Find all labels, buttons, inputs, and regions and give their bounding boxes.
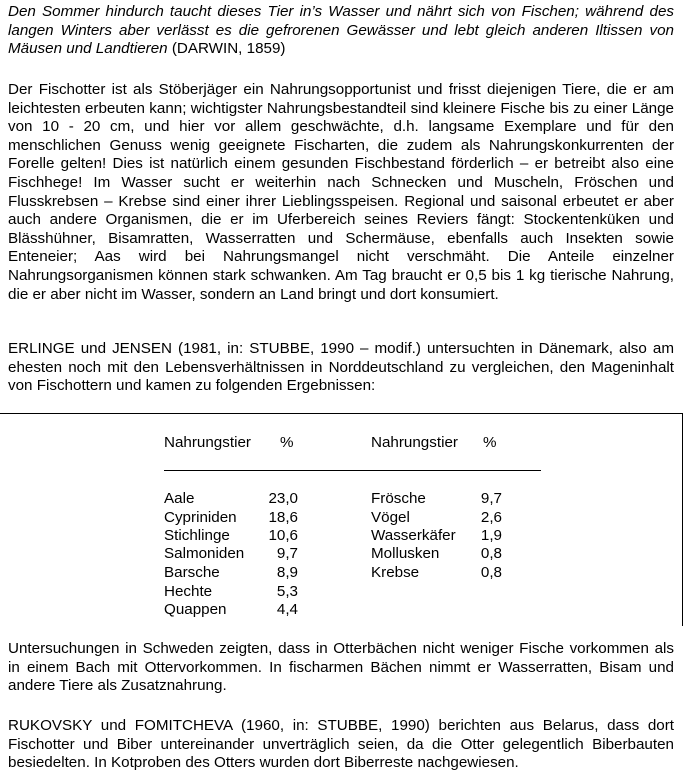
paragraph-diet: Der Fischotter ist als Stöberjäger ein Nahrungsopportunist und frisst diejenigen Tiere, die er am leichtesten erbeuten kann; wichtigster Nahrungsbestandteil sind kleinere Fische bis zu einer Länge von 10 - 20 cm, und hier vor allem geschwächte, d.h. langsame Exemplare und für den menschlichen Genuss wenig geeignete Fischarten, die zudem als Nahrungskonkurrenten der Forelle gelten! Dies ist natürlich einem gesunden Fischbestand förderlich – er betreibt also eine Fischhege! Im Wasser sucht er weiterhin nach Schnecken und Muscheln, Fröschen und Flusskrebsen – Krebse sind einer ihrer Lieblingsspeisen. Regional und saisonal erbeutet er aber auch andere Organismen, die er im Uferbereich seines Reviers fängt: Stockentenküken und Blässhühner, Bisamratten, Wasserratten und Schermäuse, ebenfalls auch Insekten sowie Enteneier; Aas wird bei Nahrungsmangel nicht verschmäht. Die Anteile einzelner Nahrungsorganismen können stark schwanken. Am Tag braucht er 0,5 bis 1 kg tierische Nahrung, die er aber nicht im Wasser, sondern an Land bringt und dort konsumiert. bbox=[8, 81, 674, 303]
table-row-value: 18,6 bbox=[268, 509, 298, 526]
table-row-name: Vögel bbox=[371, 509, 410, 526]
table-row-name: Salmoniden bbox=[164, 545, 245, 562]
table-header-rule bbox=[164, 470, 541, 471]
paragraph-rukovsky: RUKOVSKY und FOMITCHEVA (1960, in: STUBBE, 1990) berichten aus Belarus, dass dort Fischotter und Biber untereinander unverträglich seien, da die Otter gelegentlich Biberbauten besiedelten. In Kotproben des Otters wurden dort Biberreste nachgewiesen. bbox=[8, 717, 674, 772]
table-row-name: Stichlinge bbox=[164, 527, 230, 544]
darwin-quote bbox=[8, 3, 674, 59]
table-header-name-right: Nahrungstier bbox=[371, 434, 458, 451]
paragraph-sweden: Untersuchungen in Schweden zeigten, dass in Otterbächen nicht weniger Fische vorkommen als in einem Bach mit Ottervorkommen. In fischarmen Bächen nimmt er Wasserratten, Bisam und andere Tiere als Zusatznahrung. bbox=[8, 640, 674, 695]
table-row-value: 4,4 bbox=[276, 601, 298, 618]
table-row-value: 9,7 bbox=[276, 545, 298, 562]
table-row-value: 8,9 bbox=[276, 564, 298, 581]
quote-citation: (DARWIN, 1859) bbox=[167, 40, 286, 58]
table-row-value: 0,8 bbox=[480, 564, 502, 581]
table-row-name: Cypriniden bbox=[164, 509, 237, 526]
table-frame bbox=[0, 413, 683, 626]
table-row-value: 10,6 bbox=[268, 527, 298, 544]
table-row-value: 23,0 bbox=[268, 490, 298, 507]
table-row-name: Hechte bbox=[164, 583, 213, 600]
quote-text: Den Sommer hindurch taucht dieses Tier in’s Wasser und nährt sich von Fischen; während des langen Winters aber verlässt es die gefrorenen Gewässer und lebt gleich anderen Iltissen von Mäusen und Landtieren bbox=[8, 3, 674, 58]
table-row-name: Aale bbox=[164, 490, 195, 507]
table-header-name-left: Nahrungstier bbox=[164, 434, 251, 451]
table-row-name: Mollusken bbox=[371, 545, 440, 562]
table-row-name: Quappen bbox=[164, 601, 227, 618]
table-row-value: 5,3 bbox=[276, 583, 298, 600]
table-row-value: 9,7 bbox=[480, 490, 502, 507]
table-header-pct-left: % bbox=[280, 434, 294, 451]
table-row-name: Krebse bbox=[371, 564, 420, 581]
table-row-value: 1,9 bbox=[480, 527, 502, 544]
table-row-value: 2,6 bbox=[480, 509, 502, 526]
table-row-name: Frösche bbox=[371, 490, 426, 507]
table-row-name: Barsche bbox=[164, 564, 220, 581]
table-row-name: Wasserkäfer bbox=[371, 527, 456, 544]
table-row-value: 0,8 bbox=[480, 545, 502, 562]
paragraph-erlinge-jensen: ERLINGE und JENSEN (1981, in: STUBBE, 1990 – modif.) untersuchten in Dänemark, also am ehesten noch mit den Lebensverhältnissen in Norddeutschland zu vergleichen, den Mageninhalt von Fischottern und kamen zu folgenden Ergebnissen: bbox=[8, 340, 674, 395]
table-header-pct-right: % bbox=[483, 434, 497, 451]
